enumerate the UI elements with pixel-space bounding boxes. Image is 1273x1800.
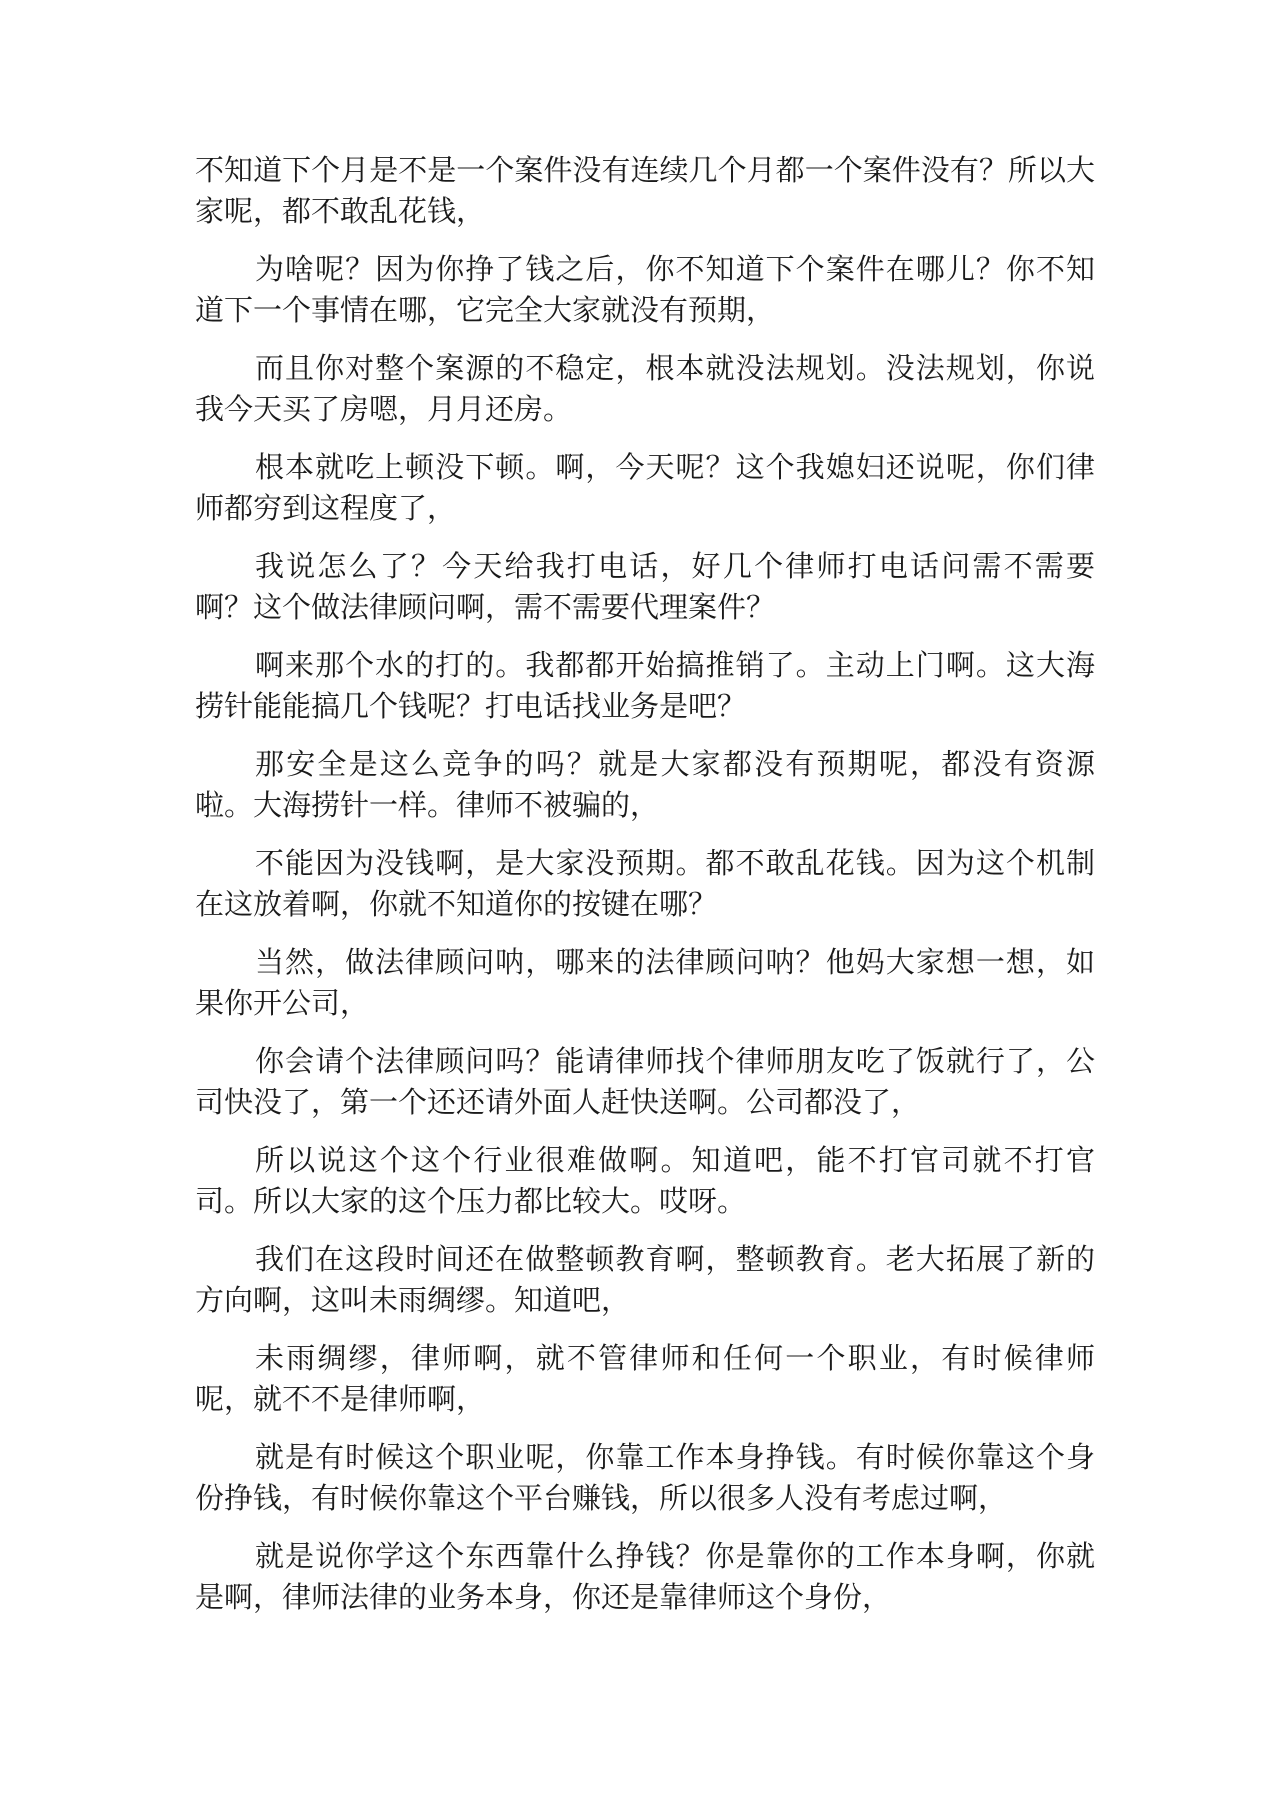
paragraph: 我说怎么了？今天给我打电话，好几个律师打电话问需不需要啊？这个做法律顾问啊，需不需要代理案件？ bbox=[195, 549, 1095, 624]
paragraph: 根本就吃上顿没下顿。啊，今天呢？这个我媳妇还说呢，你们律师都穷到这程度了， bbox=[195, 450, 1095, 525]
paragraph: 啊来那个水的打的。我都都开始搞推销了。主动上门啊。这大海捞针能能搞几个钱呢？打电话找业务是吧？ bbox=[195, 648, 1095, 723]
paragraph: 那安全是这么竞争的吗？就是大家都没有预期呢，都没有资源啦。大海捞针一样。律师不被骗的， bbox=[195, 747, 1095, 822]
document-page bbox=[195, 150, 1095, 1635]
paragraph: 就是说你学这个东西靠什么挣钱？你是靠你的工作本身啊，你就是啊，律师法律的业务本身，你还是靠律师这个身份， bbox=[195, 1539, 1095, 1614]
paragraph: 为啥呢？因为你挣了钱之后，你不知道下个案件在哪儿？你不知道下一个事情在哪，它完全大家就没有预期， bbox=[195, 252, 1095, 327]
paragraph: 不能因为没钱啊，是大家没预期。都不敢乱花钱。因为这个机制在这放着啊，你就不知道你的按键在哪？ bbox=[195, 846, 1095, 921]
paragraph: 而且你对整个案源的不稳定，根本就没法规划。没法规划，你说我今天买了房嗯，月月还房。 bbox=[195, 351, 1095, 426]
paragraph: 所以说这个这个行业很难做啊。知道吧，能不打官司就不打官司。所以大家的这个压力都比较大。哎呀。 bbox=[195, 1143, 1095, 1218]
paragraph: 你会请个法律顾问吗？能请律师找个律师朋友吃了饭就行了，公司快没了，第一个还还请外面人赶快送啊。公司都没了， bbox=[195, 1044, 1095, 1119]
paragraph: 不知道下个月是不是一个案件没有连续几个月都一个案件没有？所以大家呢，都不敢乱花钱， bbox=[195, 153, 1095, 228]
paragraph: 就是有时候这个职业呢，你靠工作本身挣钱。有时候你靠这个身份挣钱，有时候你靠这个平台赚钱，所以很多人没有考虑过啊， bbox=[195, 1440, 1095, 1515]
paragraph: 未雨绸缪，律师啊，就不管律师和任何一个职业，有时候律师呢，就不不是律师啊， bbox=[195, 1341, 1095, 1416]
paragraph: 当然，做法律顾问呐，哪来的法律顾问呐？他妈大家想一想，如果你开公司， bbox=[195, 945, 1095, 1020]
paragraph: 我们在这段时间还在做整顿教育啊，整顿教育。老大拓展了新的方向啊，这叫未雨绸缪。知道吧， bbox=[195, 1242, 1095, 1317]
